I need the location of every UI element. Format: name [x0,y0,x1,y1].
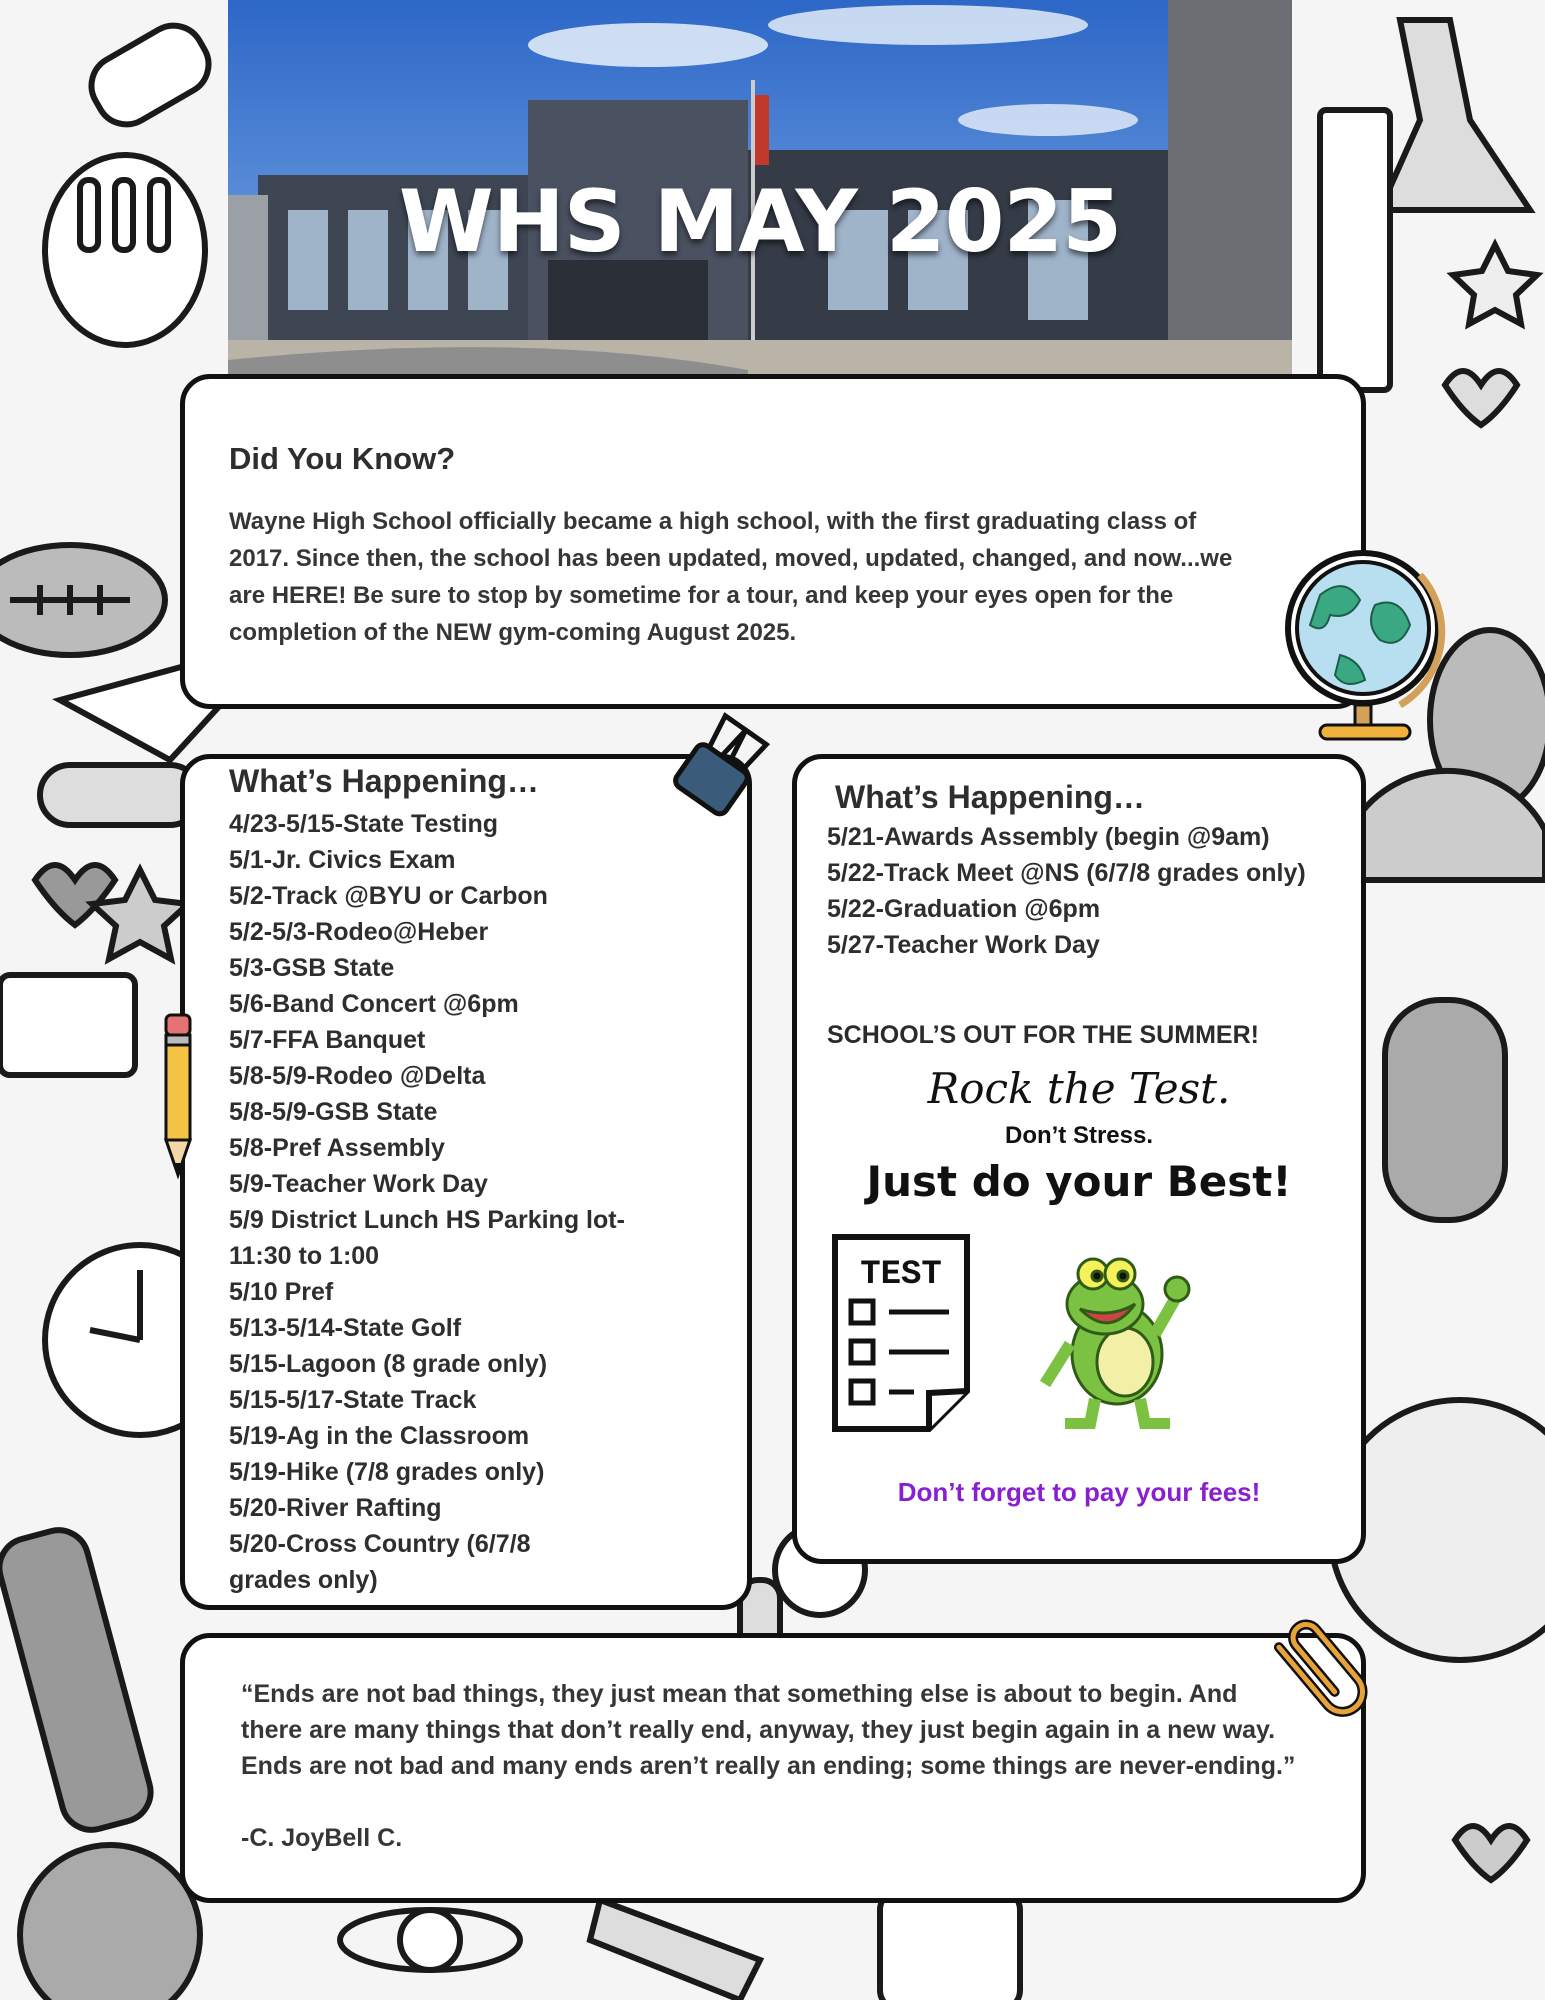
list-item: 5/22-Graduation @6pm [827,895,1101,923]
binder-clip-icon [665,712,775,822]
fees-reminder: Don’t forget to pay your fees! [897,1477,1261,1507]
list-item: 5/15-Lagoon (8 grade only) [229,1350,548,1378]
summer-banner: SCHOOL’S OUT FOR THE SUMMER! [827,1021,1259,1049]
quote-text: “Ends are not bad things, they just mean that something else is about to begin. And there are many things that don’t really end, anyway, they just begin again in a new way. Ends are not bad and many ends aren’t really an ending; some things are never-ending.” [241,1680,1296,1780]
list-item: 5/1-Jr. Civics Exam [229,846,456,874]
basketball-icon [20,1845,200,2000]
list-item: 5/8-5/9-GSB State [229,1098,438,1126]
page-title: WHS MAY 2025 [398,172,1122,272]
list-item: 5/8-Pref Assembly [229,1134,445,1162]
notebook-icon [0,975,135,1075]
list-item: 5/2-Track @BYU or Carbon [229,882,548,910]
ruler-icon [1320,110,1390,390]
event-list-right [827,819,1327,963]
list-item: 5/10 Pref [229,1278,334,1306]
list-item: 5/2-5/3-Rodeo@Heber [229,918,489,946]
list-item: 5/8-5/9-Rodeo @Delta [229,1062,486,1090]
did-you-know-body: Wayne High School officially became a high school, with the first graduating class of 2017. Since then, the school has been updated, moved, updated, changed, and now...we are HERE! Be sure to stop by sometime for a tour, and keep your eyes open for the completion of the NEW gym-coming August 2025. [229,508,1233,646]
quote-author: -C. JoyBell C. [241,1824,403,1852]
list-item: 5/20-River Rafting [229,1494,442,1522]
list-item: 5/20-Cross Country (6/7/8 [229,1530,531,1558]
whats-happening-right-card [792,754,1366,1564]
list-item: 5/21-Awards Assembly (begin @9am) [827,823,1270,851]
list-item: 4/23-5/15-State Testing [229,810,499,838]
did-you-know-card [180,374,1366,709]
header-photo [228,0,1292,405]
dont-stress-text: Don’t Stress. [1004,1122,1154,1149]
list-item: 5/9-Teacher Work Day [229,1170,488,1198]
whats-happening-left-heading: What’s Happening… [229,763,539,799]
atom-icon [400,1910,460,1970]
list-item: 5/9 District Lunch HS Parking lot- [229,1206,625,1234]
globe-icon [1280,545,1450,745]
list-item: 5/19-Hike (7/8 grades only) [229,1458,545,1486]
list-item: grades only) [229,1566,378,1594]
list-item: 5/15-5/17-State Track [229,1386,477,1414]
list-item: 5/22-Track Meet @NS (6/7/8 grades only) [827,859,1306,887]
list-item: 5/6-Band Concert @6pm [229,990,519,1018]
pencil-icon [158,1010,198,1185]
rock-the-test-text: Rock the Test. [927,1064,1231,1113]
pizza-peel-icon [1385,1000,1505,1220]
list-item: 5/3-GSB State [229,954,395,982]
test-sheet-icon [829,1231,979,1436]
did-you-know-heading: Did You Know? [229,441,456,476]
frog-icon [1025,1244,1210,1429]
event-list-left [229,806,729,1598]
quote-card [180,1633,1366,1903]
whats-happening-right-heading: What’s Happening… [835,779,1145,815]
list-item: 5/7-FFA Banquet [229,1026,426,1054]
list-item: 5/27-Teacher Work Day [827,931,1100,959]
paperclip-icon [1265,1605,1375,1725]
list-item: 11:30 to 1:00 [229,1242,380,1270]
test-label: TEST [860,1256,942,1294]
calculator-icon [880,1890,1020,2000]
just-do-your-best-text: Just do your Best! [866,1157,1292,1206]
crayon-icon [40,765,200,825]
list-item: 5/13-5/14-State Golf [229,1314,462,1342]
list-item: 5/19-Ag in the Classroom [229,1422,530,1450]
whats-happening-left-card [180,754,752,1610]
